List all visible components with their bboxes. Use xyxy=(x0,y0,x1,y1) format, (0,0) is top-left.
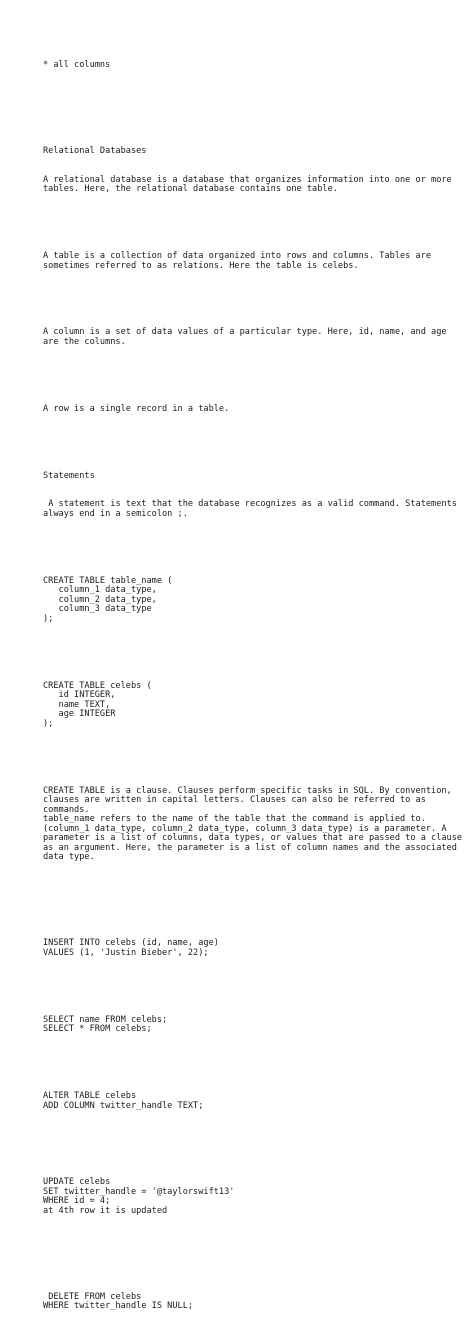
spacer xyxy=(43,90,463,119)
spacer xyxy=(43,367,463,377)
document-page xyxy=(43,42,463,1321)
clause-explanation: CREATE TABLE is a clause. Clauses perform specific tasks in SQL. By convention, clauses are written in capital letters. Clauses can also be referred to as commands. table_name refers to the name of the table that the command is applied to. (column_1 data_type, column_2 data_type, column_3 data_type) is a parameter. A parameter is a list of columns, data types, or values that are passed to a clause as an argument. Here, the parameter is a list of column names and the associated data type. xyxy=(43,785,463,863)
update-statement-code: UPDATE celebs SET twitter_handle = '@taylorswift13' WHERE id = 4; at 4th row it is updated xyxy=(43,1176,235,1216)
spacer xyxy=(43,290,463,300)
alter-statement-code: ALTER TABLE celebs ADD COLUMN twitter_handle TEXT; xyxy=(43,1091,204,1111)
spacer xyxy=(43,882,463,911)
spacer xyxy=(43,214,463,224)
spacer xyxy=(43,978,463,988)
create-table-celebs-code: CREATE TABLE celebs ( id INTEGER, name TEXT, age INTEGER ); xyxy=(43,680,152,729)
spacer xyxy=(43,1130,463,1149)
statements-definition: A statement is text that the database recognizes as a valid command. Statements always end in a semicolon ;. xyxy=(43,499,463,519)
column-definition: A column is a set of data values of a particular type. Here, id, name, and age are the columns. xyxy=(43,327,452,347)
table-definition: A table is a collection of data organized into rows and columns. Tables are sometimes referred to as relations. Here the table is celebs. xyxy=(43,250,437,271)
top-note: * all columns xyxy=(43,60,111,71)
spacer xyxy=(43,538,463,548)
insert-statement-code: INSERT INTO celebs (id, name, age) VALUES (1, 'Justin Bieber', 22); xyxy=(43,938,219,958)
spacer xyxy=(43,1054,463,1064)
spacer xyxy=(43,748,463,758)
spacer xyxy=(43,643,463,653)
relational-databases-heading: Relational Databases xyxy=(43,145,147,156)
statements-heading: Statements xyxy=(43,470,95,481)
select-statements-code: SELECT name FROM celebs; SELECT * FROM celebs; xyxy=(43,1014,168,1035)
relational-database-definition: A relational database is a database that organizes information into one or more tables. Here, the relational database contains one table. xyxy=(43,174,457,195)
create-table-generic-code: CREATE TABLE table_name ( column_1 data_type, column_2 data_type, column_3 data_type ); xyxy=(43,575,173,624)
spacer xyxy=(43,433,463,443)
delete-statement-code: DELETE FROM celebs WHERE twitter_handle IS NULL; xyxy=(43,1291,194,1312)
spacer xyxy=(43,1235,463,1264)
row-definition: A row is a single record in a table. xyxy=(43,403,230,414)
